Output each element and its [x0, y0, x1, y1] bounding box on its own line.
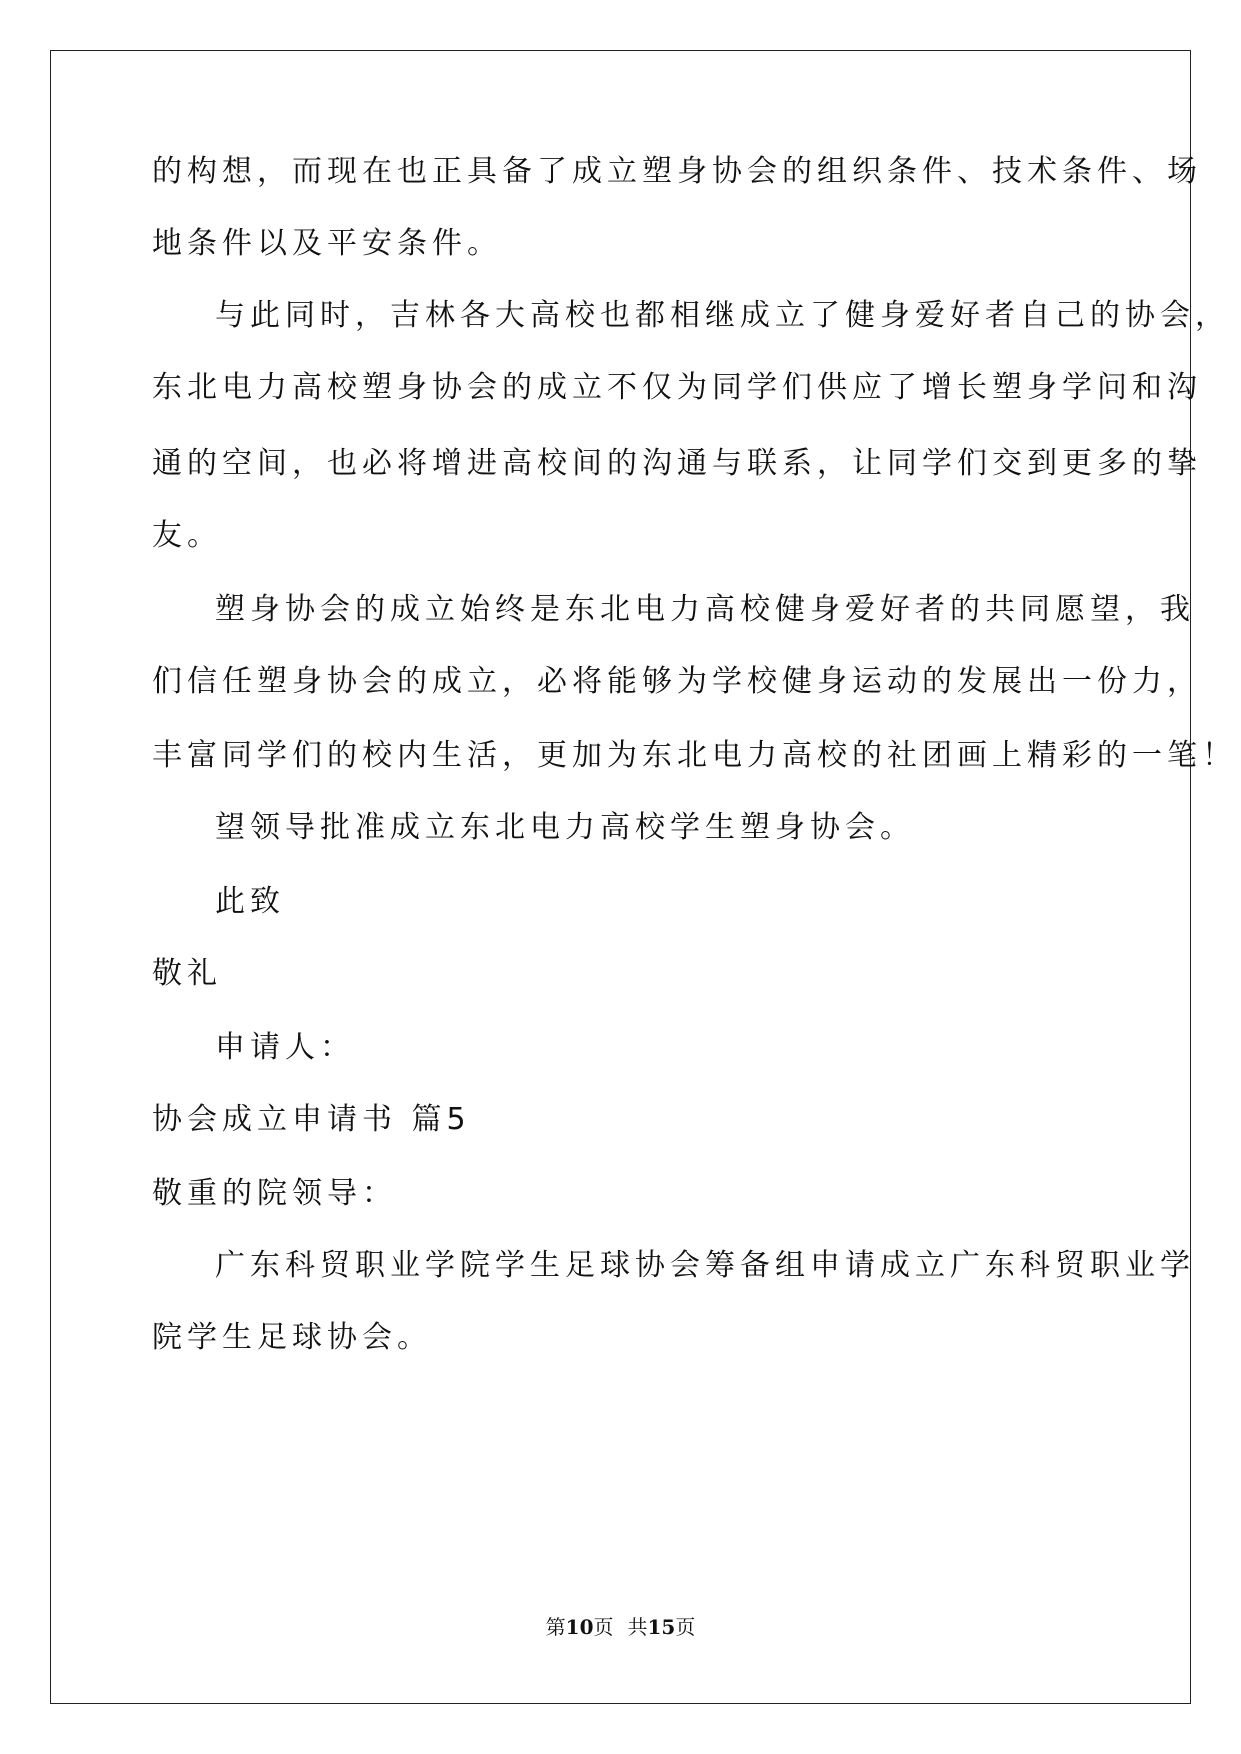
paragraph-line: 望领导批准成立东北电力高校学生塑身协会。: [215, 810, 915, 845]
paragraph-line: 广东科贸职业学院学生足球协会筹备组申请成立广东科贸职业学: [215, 1248, 1195, 1283]
footer-total-word: 页: [675, 1615, 696, 1639]
paragraph-line: 丰富同学们的校内生活，更加为东北电力高校的社团画上精彩的一笔！: [152, 738, 1237, 773]
closing-salutation: 此致: [215, 884, 285, 919]
footer-page-prefix: 第: [545, 1615, 566, 1639]
page-footer: [0, 1615, 1241, 1639]
footer-page-word: 页: [593, 1615, 614, 1639]
paragraph-line: 东北电力高校塑身协会的成立不仅为同学们供应了增长塑身学问和沟: [152, 370, 1202, 405]
paragraph-line: 们信任塑身协会的成立，必将能够为学校健身运动的发展出一份力，: [152, 664, 1202, 699]
footer-current-page: 10: [565, 1615, 594, 1639]
closing-regards: 敬礼: [152, 956, 222, 991]
greeting: 敬重的院领导：: [152, 1176, 397, 1211]
paragraph-line: 通的空间，也必将增进高校间的沟通与联系，让同学们交到更多的挚: [152, 446, 1202, 481]
footer-total-pages: 15: [647, 1615, 676, 1639]
paragraph-line: 的构想，而现在也正具备了成立塑身协会的组织条件、技术条件、场: [152, 154, 1202, 189]
paragraph-line: 塑身协会的成立始终是东北电力高校健身爱好者的共同愿望，我: [215, 592, 1195, 627]
footer-total-prefix: 共: [627, 1615, 648, 1639]
section-heading: 协会成立申请书 篇5: [152, 1102, 471, 1137]
paragraph-line: 院学生足球协会。: [152, 1320, 432, 1355]
paragraph-line: 地条件以及平安条件。: [152, 226, 502, 261]
paragraph-line: 友。: [152, 518, 222, 553]
paragraph-line: 与此同时，吉林各大高校也都相继成立了健身爱好者自己的协会，: [215, 298, 1230, 333]
applicant-label: 申请人：: [215, 1030, 355, 1065]
